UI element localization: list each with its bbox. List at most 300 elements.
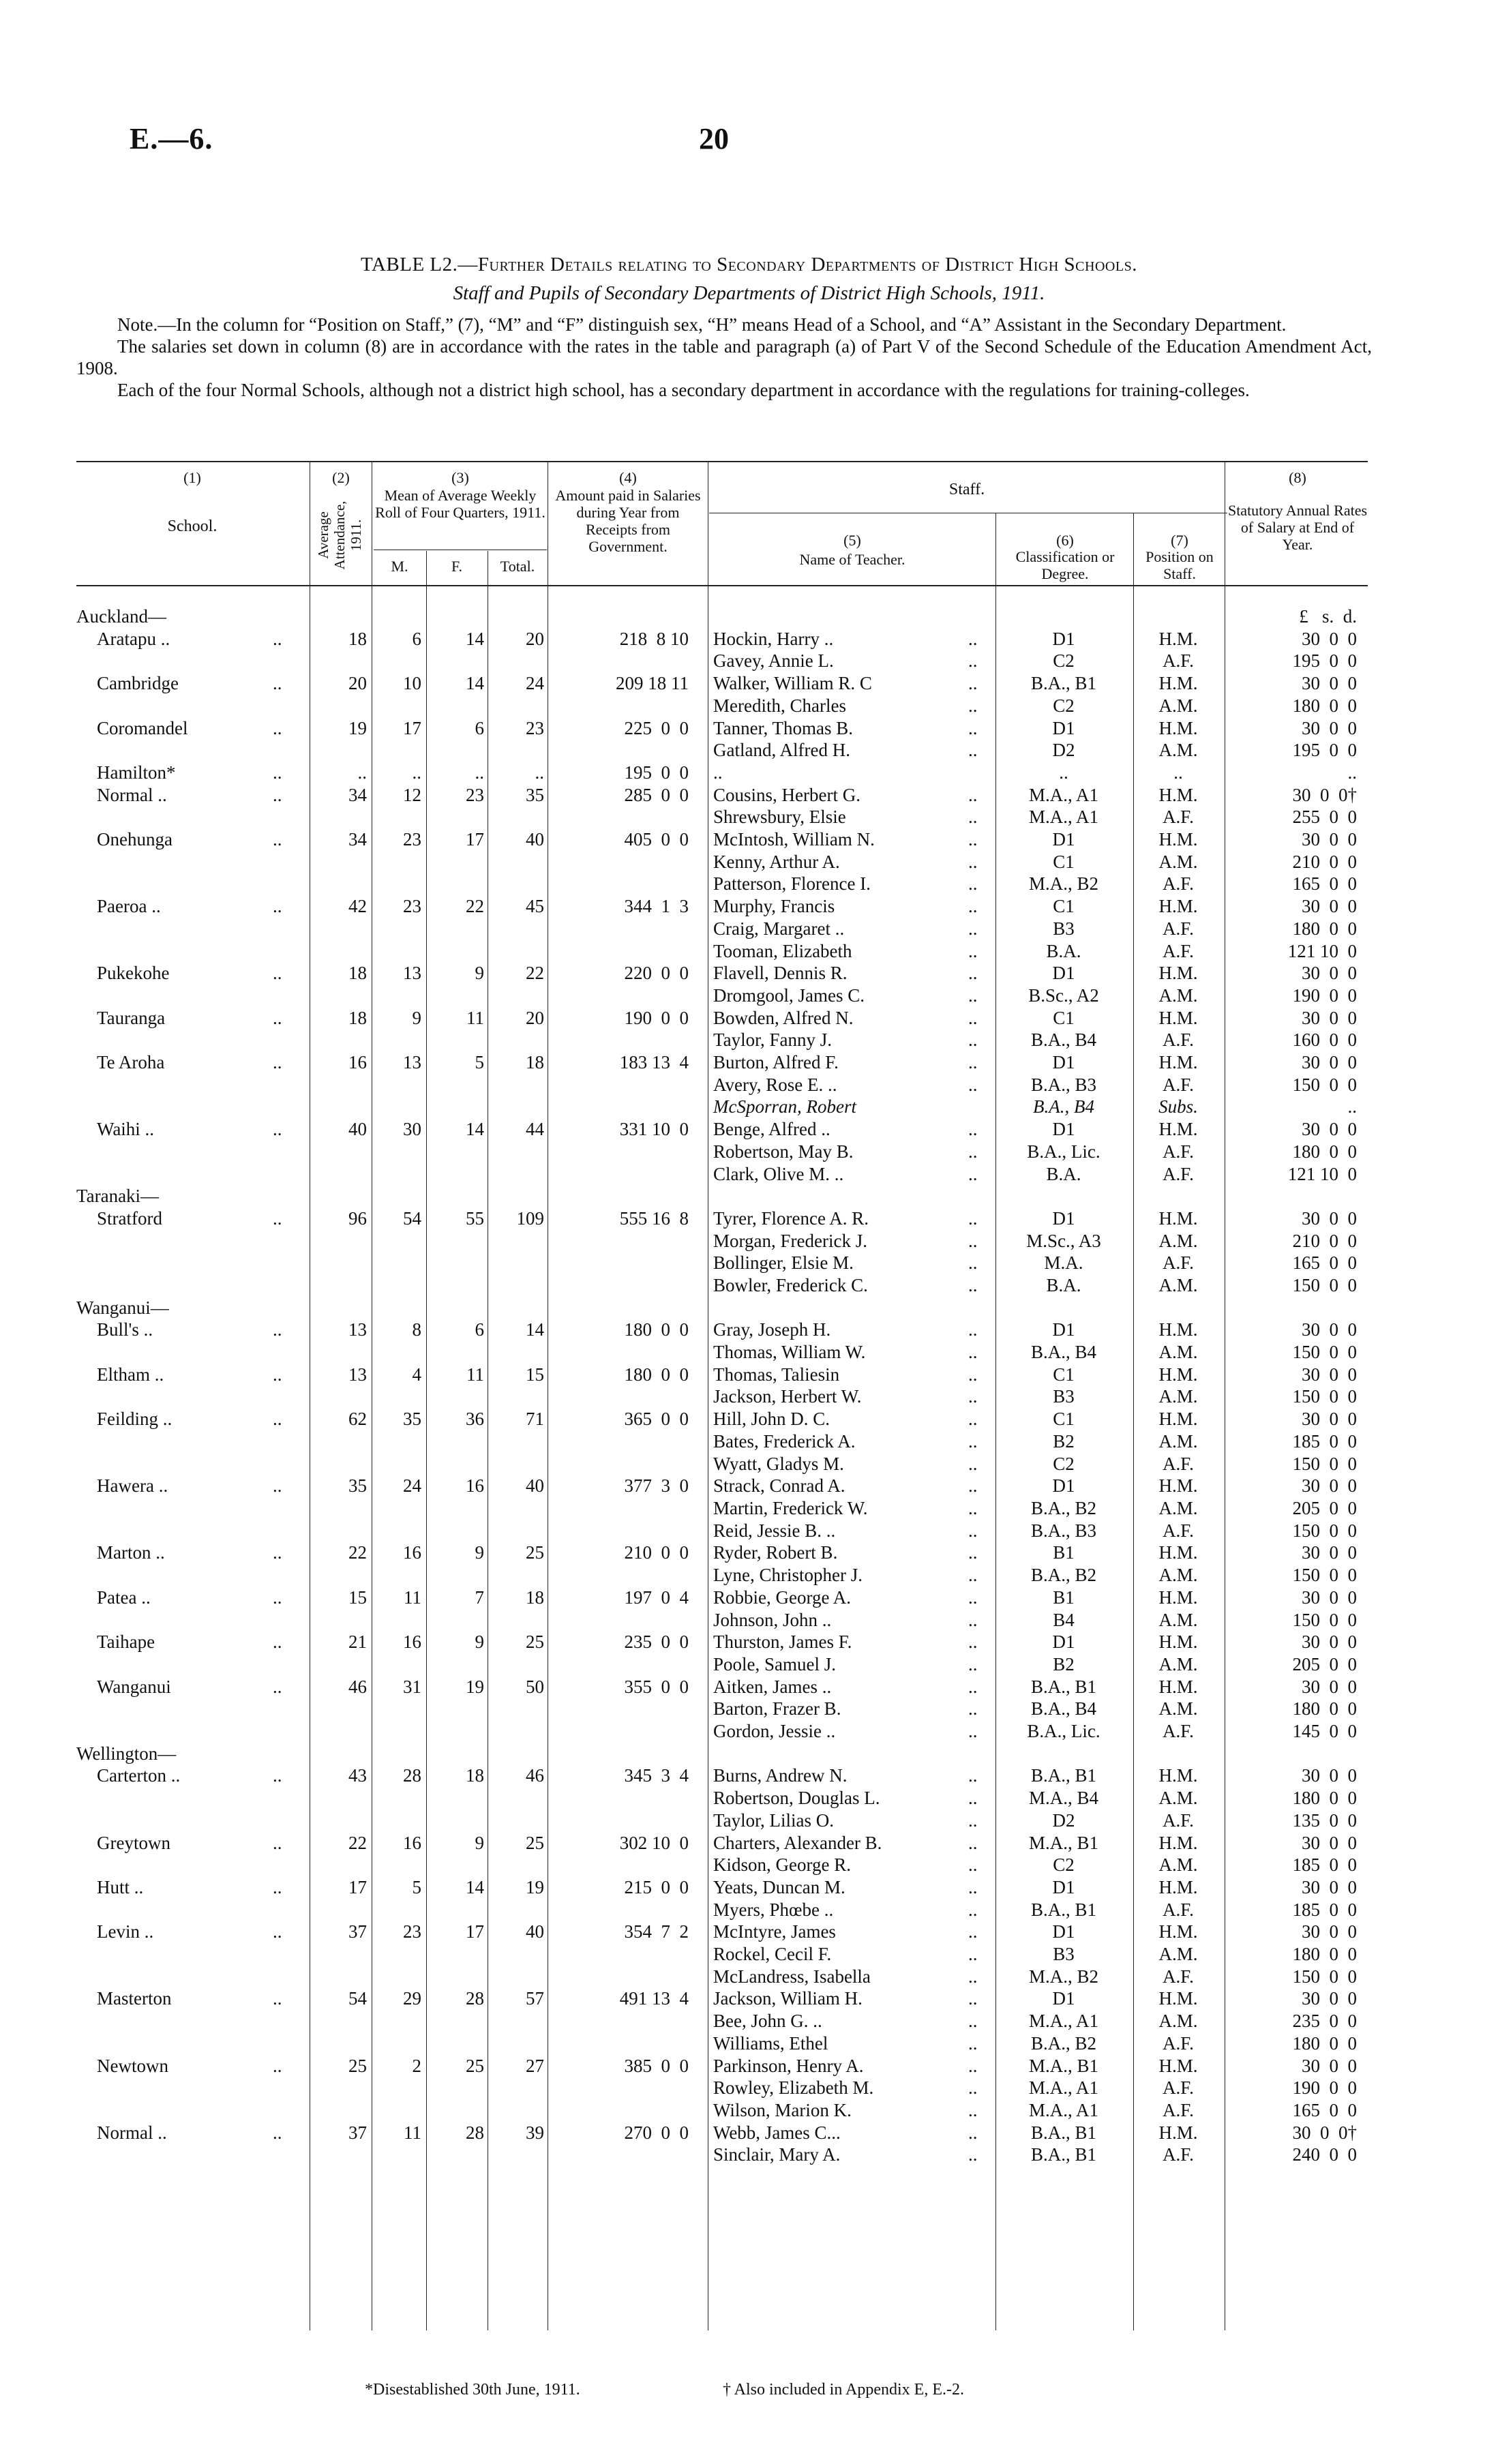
amount-paid: 190 0 0 xyxy=(624,1008,689,1028)
classification: D1 xyxy=(1052,1877,1075,1897)
average-attendance: 54 xyxy=(348,1988,367,2009)
classification: B1 xyxy=(1053,1587,1075,1608)
annual-salary: 30 0 0 xyxy=(1302,1119,1357,1139)
average-attendance: 96 xyxy=(348,1208,367,1229)
table-row xyxy=(0,1141,1498,1162)
table-row xyxy=(0,1676,1498,1698)
leader-dots: .. xyxy=(968,1966,978,1987)
teacher-name: Tanner, Thomas B. xyxy=(713,718,853,738)
staff-position: H.M. xyxy=(1158,1765,1198,1786)
school-name: Newtown xyxy=(97,2056,168,2076)
roll-total: 15 xyxy=(526,1364,544,1385)
staff-position: H.M. xyxy=(1158,1475,1198,1496)
staff-position: A.F. xyxy=(1163,1075,1194,1095)
teacher-name: Strack, Conrad A. xyxy=(713,1475,845,1496)
table-row xyxy=(0,2010,1498,2032)
classification: .. xyxy=(1059,762,1068,783)
staff-position: H.M. xyxy=(1158,963,1198,983)
teacher-name: Thomas, Taliesin xyxy=(713,1364,840,1385)
classification: M.A., A1 xyxy=(1028,785,1098,805)
table-row xyxy=(0,1230,1498,1252)
classification: B.A. xyxy=(1046,941,1081,961)
leader-dots: .. xyxy=(968,785,978,805)
leader-dots: .. xyxy=(968,1833,978,1853)
leader-dots: .. xyxy=(968,1542,978,1563)
roll-total: 22 xyxy=(526,963,544,983)
leader-dots: .. xyxy=(968,1252,978,1273)
classification: B.A., B3 xyxy=(1030,1075,1097,1095)
roll-female: 25 xyxy=(466,2056,484,2076)
leader-dots: .. xyxy=(968,829,978,850)
leader-dots: .. xyxy=(968,1788,978,1808)
leader-dots: .. xyxy=(968,629,978,649)
school-name: Hamilton* xyxy=(97,762,176,783)
annual-salary: 30 0 0 xyxy=(1302,1052,1357,1072)
leader-dots: .. xyxy=(968,1877,978,1897)
classification: B.A. xyxy=(1046,1164,1081,1184)
staff-position: H.M. xyxy=(1158,1052,1198,1072)
roll-total: 40 xyxy=(526,1475,544,1496)
table-row xyxy=(0,1653,1498,1675)
table-row xyxy=(0,1609,1498,1631)
teacher-name: Jackson, William H. xyxy=(713,1988,863,2009)
staff-position: H.M. xyxy=(1158,1587,1198,1608)
leader-dots: .. xyxy=(968,1610,978,1630)
teacher-name: Bowler, Frederick C. xyxy=(713,1275,868,1295)
school-name: Stratford xyxy=(97,1208,162,1229)
roll-female: 9 xyxy=(475,1542,484,1563)
annual-salary: 180 0 0 xyxy=(1292,2033,1357,2054)
teacher-name: Clark, Olive M. .. xyxy=(713,1164,844,1184)
roll-female: 36 xyxy=(466,1409,484,1429)
annual-salary: 135 0 0 xyxy=(1292,1810,1357,1831)
teacher-name: Tooman, Elizabeth xyxy=(713,941,852,961)
table-row xyxy=(0,2032,1498,2054)
roll-female: 11 xyxy=(466,1364,484,1385)
table-row xyxy=(0,1787,1498,1809)
classification: D1 xyxy=(1052,1052,1075,1072)
staff-position: A.M. xyxy=(1158,695,1198,716)
classification: B2 xyxy=(1053,1431,1075,1452)
leader-dots: .. xyxy=(968,1721,978,1741)
amount-paid: 218 8 10 xyxy=(619,629,689,649)
leader-dots: .. xyxy=(968,2033,978,2054)
table-row xyxy=(0,1564,1498,1586)
annual-salary: 30 0 0 xyxy=(1302,1364,1357,1385)
teacher-name: Lyne, Christopher J. xyxy=(713,1565,863,1585)
amount-paid: 365 0 0 xyxy=(624,1409,689,1429)
roll-total: 18 xyxy=(526,1052,544,1072)
table-row xyxy=(0,1341,1498,1363)
table-row xyxy=(0,1854,1498,1876)
col3-total-label: Total. xyxy=(500,558,535,575)
average-attendance: 18 xyxy=(348,629,367,649)
leader-dots: .. xyxy=(273,718,282,738)
col8-label: Statutory Annual Rates of Salary at End of Year. xyxy=(1227,502,1368,553)
table-row xyxy=(0,851,1498,873)
average-attendance: 22 xyxy=(348,1833,367,1853)
leader-dots: .. xyxy=(968,1208,978,1229)
table-title-prefix: TABLE L2.— xyxy=(361,254,478,275)
annual-salary: 30 0 0 xyxy=(1302,1208,1357,1229)
school-name: Cambridge xyxy=(97,673,179,693)
classification: B.A., Lic. xyxy=(1027,1141,1100,1162)
staff-position: A.M. xyxy=(1158,1610,1198,1630)
roll-total: 25 xyxy=(526,1833,544,1853)
staff-position: A.F. xyxy=(1163,1810,1194,1831)
teacher-name: Aitken, James .. xyxy=(713,1677,832,1697)
annual-salary: .. xyxy=(1347,762,1357,783)
annual-salary: 30 0 0 xyxy=(1302,1632,1357,1652)
footnote-disestablished: *Disestablished 30th June, 1911. xyxy=(365,2381,580,2399)
col6-number: (6) xyxy=(1056,532,1074,549)
leader-dots: .. xyxy=(968,896,978,916)
amount-paid: 285 0 0 xyxy=(624,785,689,805)
average-attendance: 16 xyxy=(348,1052,367,1072)
roll-female: 11 xyxy=(466,1008,484,1028)
leader-dots: .. xyxy=(968,1677,978,1697)
amount-paid: 210 0 0 xyxy=(624,1542,689,1563)
table-row xyxy=(0,672,1498,694)
staff-position: H.M. xyxy=(1158,1409,1198,1429)
staff-position: A.F. xyxy=(1163,807,1194,827)
amount-paid: 195 0 0 xyxy=(624,762,689,783)
annual-salary: 180 0 0 xyxy=(1292,1944,1357,1964)
teacher-name: Kidson, George R. xyxy=(713,1854,851,1875)
roll-male: 16 xyxy=(403,1632,421,1652)
roll-total: 57 xyxy=(526,1988,544,2009)
amount-paid: 209 18 11 xyxy=(616,673,689,693)
teacher-name: .. xyxy=(713,762,723,783)
teacher-name: Yeats, Duncan M. xyxy=(713,1877,845,1897)
staff-position: A.F. xyxy=(1163,1030,1194,1050)
table-row xyxy=(0,1029,1498,1051)
table-row xyxy=(0,2144,1498,2165)
leader-dots: .. xyxy=(273,1542,282,1563)
table-row xyxy=(0,650,1498,672)
staff-position: H.M. xyxy=(1158,1542,1198,1563)
teacher-name: Murphy, Francis xyxy=(713,896,835,916)
table-row xyxy=(0,1987,1498,2009)
table-row xyxy=(0,1163,1498,1185)
staff-position: H.M. xyxy=(1158,2122,1198,2143)
annual-salary: 30 0 0 xyxy=(1302,1833,1357,1853)
table-row xyxy=(0,2099,1498,2121)
roll-male: 11 xyxy=(404,2122,421,2143)
annual-salary: 30 0 0 xyxy=(1302,963,1357,983)
teacher-name: Patterson, Florence I. xyxy=(713,873,871,894)
staff-position: A.F. xyxy=(1163,941,1194,961)
teacher-name: Poole, Samuel J. xyxy=(713,1654,836,1674)
leader-dots: .. xyxy=(968,1988,978,2009)
annual-salary: 30 0 0 xyxy=(1302,1988,1357,2009)
table-row xyxy=(0,695,1498,717)
roll-total: 39 xyxy=(526,2122,544,2143)
average-attendance: 17 xyxy=(348,1877,367,1897)
table-row xyxy=(0,1587,1498,1608)
leader-dots: .. xyxy=(968,2144,978,2165)
annual-salary: 150 0 0 xyxy=(1292,1386,1357,1407)
school-name: Levin .. xyxy=(97,1921,154,1942)
teacher-name: Johnson, John .. xyxy=(713,1610,832,1630)
teacher-name: Wyatt, Gladys M. xyxy=(713,1454,844,1474)
roll-female: 9 xyxy=(475,1632,484,1652)
staff-position: A.M. xyxy=(1158,1788,1198,1808)
roll-male: 5 xyxy=(412,1877,421,1897)
staff-position: A.F. xyxy=(1163,1520,1194,1541)
staff-position: A.M. xyxy=(1158,1854,1198,1875)
staff-position: A.M. xyxy=(1158,985,1198,1006)
leader-dots: .. xyxy=(968,1854,978,1875)
roll-female: 19 xyxy=(466,1677,484,1697)
average-attendance: 25 xyxy=(348,2056,367,2076)
leader-dots: .. xyxy=(968,1654,978,1674)
leader-dots: .. xyxy=(968,1475,978,1496)
staff-position: A.F. xyxy=(1163,1966,1194,1987)
leader-dots: .. xyxy=(968,718,978,738)
teacher-name: Ryder, Robert B. xyxy=(713,1542,838,1563)
roll-male: 24 xyxy=(403,1475,421,1496)
amount-paid: 225 0 0 xyxy=(624,718,689,738)
table-row xyxy=(0,940,1498,962)
staff-position: A.F. xyxy=(1163,2144,1194,2165)
annual-salary: 180 0 0 xyxy=(1292,695,1357,716)
roll-male: 12 xyxy=(403,785,421,805)
average-attendance: 43 xyxy=(348,1765,367,1786)
leader-dots: .. xyxy=(273,1988,282,2009)
table-row xyxy=(0,1542,1498,1563)
table-row xyxy=(0,1252,1498,1274)
average-attendance: 40 xyxy=(348,1119,367,1139)
roll-total: 71 xyxy=(526,1409,544,1429)
table-row xyxy=(0,739,1498,761)
table-row xyxy=(0,1921,1498,1942)
table-row xyxy=(0,1453,1498,1475)
school-name: Coromandel xyxy=(97,718,188,738)
roll-male: 9 xyxy=(412,1008,421,1028)
teacher-name: Bowden, Alfred N. xyxy=(713,1008,854,1028)
average-attendance: 34 xyxy=(348,829,367,850)
average-attendance: 46 xyxy=(348,1677,367,1697)
annual-salary: 30 0 0 xyxy=(1302,896,1357,916)
staff-position: H.M. xyxy=(1158,1833,1198,1853)
teacher-name: Parkinson, Henry A. xyxy=(713,2056,864,2076)
annual-salary: 30 0 0 xyxy=(1302,1319,1357,1340)
classification: B.A., B2 xyxy=(1030,2033,1097,2054)
col6-label: Classification or Degree. xyxy=(1015,548,1115,582)
col3-label: Mean of Average Weekly Roll of Four Quarters, 1911. xyxy=(375,487,545,521)
average-attendance: 13 xyxy=(348,1319,367,1340)
roll-male: 54 xyxy=(403,1208,421,1229)
annual-salary: 121 10 0 xyxy=(1287,941,1357,961)
roll-male: 11 xyxy=(404,1587,421,1608)
annual-salary: 30 0 0 xyxy=(1302,2056,1357,2076)
roll-male: 16 xyxy=(403,1542,421,1563)
classification: D1 xyxy=(1052,629,1075,649)
classification: D2 xyxy=(1052,740,1075,760)
leader-dots: .. xyxy=(968,1810,978,1831)
annual-salary: 165 0 0 xyxy=(1292,1252,1357,1273)
teacher-name: Hill, John D. C. xyxy=(713,1409,830,1429)
col3-f-label: F. xyxy=(451,558,462,575)
school-name: Tauranga xyxy=(97,1008,166,1028)
roll-female: 22 xyxy=(466,896,484,916)
annual-salary: 190 0 0 xyxy=(1292,985,1357,1006)
annual-salary: .. xyxy=(1347,1096,1357,1117)
roll-female: 28 xyxy=(466,2122,484,2143)
roll-total: 45 xyxy=(526,896,544,916)
leader-dots: .. xyxy=(968,2056,978,2076)
staff-position: H.M. xyxy=(1158,896,1198,916)
school-name: Hawera .. xyxy=(97,1475,168,1496)
staff-position: A.F. xyxy=(1163,1252,1194,1273)
annual-salary: 180 0 0 xyxy=(1292,1141,1357,1162)
roll-male: 28 xyxy=(403,1765,421,1786)
annual-salary: 180 0 0 xyxy=(1292,1698,1357,1719)
table-row xyxy=(0,1764,1498,1786)
roll-male: 8 xyxy=(412,1319,421,1340)
school-name: Bull's .. xyxy=(97,1319,153,1340)
classification: B.A., B4 xyxy=(1030,1342,1097,1362)
annual-salary: 195 0 0 xyxy=(1292,740,1357,760)
average-attendance: .. xyxy=(357,762,367,783)
col5-number: (5) xyxy=(843,532,861,549)
average-attendance: 19 xyxy=(348,718,367,738)
staff-position: A.M. xyxy=(1158,1386,1198,1407)
staff-position: A.F. xyxy=(1163,2077,1194,2098)
roll-total: 18 xyxy=(526,1587,544,1608)
annual-salary: 30 0 0 xyxy=(1302,629,1357,649)
teacher-name: Bates, Frederick A. xyxy=(713,1431,856,1452)
classification: M.A., A1 xyxy=(1028,2011,1098,2031)
annual-salary: 165 0 0 xyxy=(1292,2100,1357,2120)
col2-label-wrap xyxy=(310,491,371,580)
annual-salary: 180 0 0 xyxy=(1292,1788,1357,1808)
teacher-name: Barton, Frazer B. xyxy=(713,1698,841,1719)
roll-female: 5 xyxy=(475,1052,484,1072)
leader-dots: .. xyxy=(273,1765,282,1786)
teacher-name: Gavey, Annie L. xyxy=(713,650,834,671)
roll-total: 20 xyxy=(526,629,544,649)
school-name: Wanganui xyxy=(97,1677,171,1697)
roll-total: 35 xyxy=(526,785,544,805)
leader-dots: .. xyxy=(968,1008,978,1028)
roll-female: 16 xyxy=(466,1475,484,1496)
annual-salary: 30 0 0† xyxy=(1292,785,1357,805)
teacher-name: Webb, James C... xyxy=(713,2122,841,2143)
table-row xyxy=(0,1631,1498,1653)
leader-dots: .. xyxy=(273,1877,282,1897)
roll-female: 14 xyxy=(466,1119,484,1139)
leader-dots: .. xyxy=(968,1498,978,1518)
school-name: Marton .. xyxy=(97,1542,165,1563)
classification: B.A., B1 xyxy=(1030,1899,1097,1920)
annual-salary: 185 0 0 xyxy=(1292,1899,1357,1920)
staff-position: A.F. xyxy=(1163,1454,1194,1474)
classification: C1 xyxy=(1053,1409,1075,1429)
teacher-name: Jackson, Herbert W. xyxy=(713,1386,862,1407)
annual-salary: 185 0 0 xyxy=(1292,1854,1357,1875)
school-name: Taranaki— xyxy=(76,1186,160,1206)
amount-paid: 220 0 0 xyxy=(624,963,689,983)
classification: B.A., B4 xyxy=(1033,1096,1094,1117)
staff-position: A.F. xyxy=(1163,2100,1194,2120)
teacher-name: McSporran, Robert xyxy=(713,1096,856,1117)
staff-position: A.F. xyxy=(1163,1141,1194,1162)
staff-position: A.F. xyxy=(1163,918,1194,939)
roll-total: 24 xyxy=(526,673,544,693)
classification: B3 xyxy=(1053,1386,1075,1407)
classification: D1 xyxy=(1052,1988,1075,2009)
classification: D2 xyxy=(1052,1810,1075,1831)
staff-position: A.M. xyxy=(1158,1565,1198,1585)
table-row xyxy=(0,1096,1498,1117)
classification: M.A., B2 xyxy=(1028,873,1098,894)
classification: C2 xyxy=(1053,650,1075,671)
annual-salary: 150 0 0 xyxy=(1292,1610,1357,1630)
table-row xyxy=(0,1385,1498,1407)
classification: M.A., A1 xyxy=(1028,2077,1098,2098)
amount-paid: 344 1 3 xyxy=(624,896,689,916)
roll-female: 14 xyxy=(466,673,484,693)
leader-dots: .. xyxy=(273,1409,282,1429)
annual-salary: 30 0 0 xyxy=(1302,829,1357,850)
classification: D1 xyxy=(1052,829,1075,850)
teacher-name: Robertson, May B. xyxy=(713,1141,854,1162)
table-row xyxy=(0,1364,1498,1385)
annual-salary: 30 0 0 xyxy=(1302,1475,1357,1496)
roll-female: 14 xyxy=(466,629,484,649)
school-name: Carterton .. xyxy=(97,1765,181,1786)
table-row xyxy=(0,2122,1498,2144)
roll-female: 9 xyxy=(475,1833,484,1853)
roll-female: 55 xyxy=(466,1208,484,1229)
leader-dots: .. xyxy=(968,650,978,671)
school-name: Patea .. xyxy=(97,1587,151,1608)
leader-dots: .. xyxy=(968,1899,978,1920)
teacher-name: Benge, Alfred .. xyxy=(713,1119,830,1139)
average-attendance: 42 xyxy=(348,896,367,916)
classification: D1 xyxy=(1052,718,1075,738)
table-row xyxy=(0,1743,1498,1764)
leader-dots: .. xyxy=(968,985,978,1006)
school-name: Wanganui— xyxy=(76,1297,169,1318)
amount-paid: 331 10 0 xyxy=(619,1119,689,1139)
staff-position: H.M. xyxy=(1158,629,1198,649)
classification: D1 xyxy=(1052,1208,1075,1229)
staff-position: H.M. xyxy=(1158,1677,1198,1697)
roll-male: 13 xyxy=(403,963,421,983)
roll-total: .. xyxy=(535,762,544,783)
leader-dots: .. xyxy=(968,807,978,827)
teacher-name: Wilson, Marion K. xyxy=(713,2100,852,2120)
leader-dots: .. xyxy=(968,2122,978,2143)
average-attendance: 20 xyxy=(348,673,367,693)
teacher-name: Taylor, Lilias O. xyxy=(713,1810,834,1831)
amount-paid: 491 13 4 xyxy=(619,1988,689,2009)
teacher-name: Gordon, Jessie .. xyxy=(713,1721,836,1741)
teacher-name: Hockin, Harry .. xyxy=(713,629,834,649)
teacher-name: Burns, Andrew N. xyxy=(713,1765,848,1786)
amount-paid: 354 7 2 xyxy=(624,1921,689,1942)
table-row xyxy=(0,1319,1498,1340)
school-name: Masterton xyxy=(97,1988,172,2009)
staff-position: A.M. xyxy=(1158,1498,1198,1518)
table-row xyxy=(0,1185,1498,1207)
leader-dots: .. xyxy=(968,1565,978,1585)
leader-dots: .. xyxy=(968,1409,978,1429)
roll-female: 6 xyxy=(475,1319,484,1340)
